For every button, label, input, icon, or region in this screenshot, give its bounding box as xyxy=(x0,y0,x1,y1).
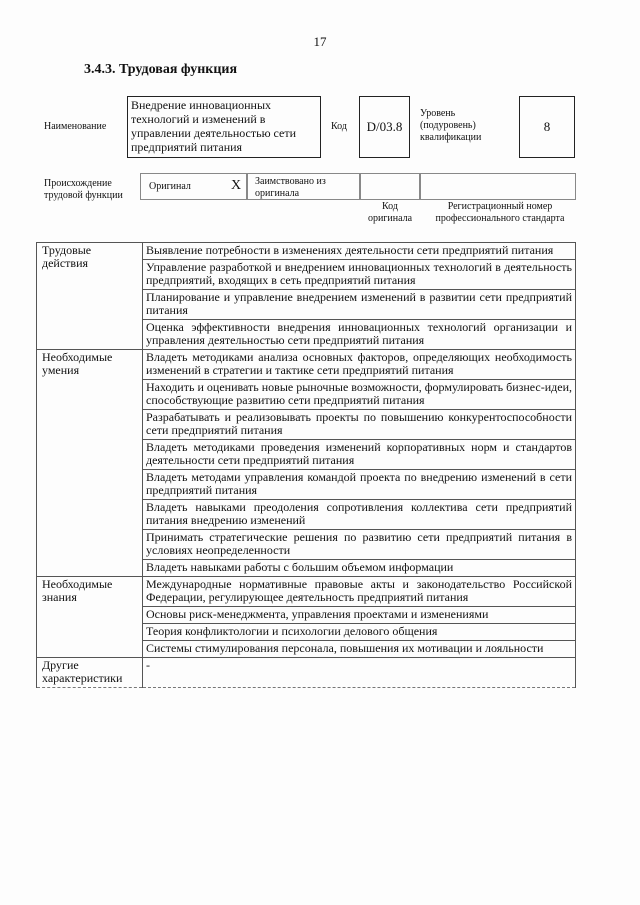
function-name-box: Внедрение инновационных технологий и изменений в управлении деятельностью сети предприятий питания xyxy=(127,96,321,158)
row-group-label: Необходимые знания xyxy=(37,577,143,658)
table-body xyxy=(37,243,576,688)
reg-number-caption: Регистрационный номер профессионального стандарта xyxy=(435,201,565,224)
reg-number-cell xyxy=(420,173,576,200)
row-item: Международные нормативные правовые акты и законодательство Российской Федерации, регулирующее деятельность предприятий питания xyxy=(143,577,576,607)
page-number: 17 xyxy=(313,34,327,49)
row-item: Владеть навыками работы с большим объемом информации xyxy=(143,560,576,577)
code-original-cell xyxy=(360,173,420,200)
row-item: Владеть методами управления командой проекта по внедрению изменений в сети предприятий питания xyxy=(143,470,576,500)
section-title: 3.4.3. Трудовая функция xyxy=(84,62,238,77)
function-details-table xyxy=(36,242,576,688)
row-item: Основы риск-менеджмента, управления проектами и изменениями xyxy=(143,607,576,624)
row-item: Планирование и управление внедрением изменений в развитии сети предприятий питания xyxy=(143,290,576,320)
row-item: Оценка эффективности внедрения инновационных технологий организации и управления деятельностью сети предприятий питания xyxy=(143,320,576,350)
original-label: Оригинал xyxy=(149,181,191,192)
origin-label: Происхождение трудовой функции xyxy=(44,178,123,201)
row-item: Владеть навыками преодоления сопротивления коллектива сети предприятий питания внедрению изменений xyxy=(143,500,576,530)
code-original-caption: Код оригинала xyxy=(367,201,413,224)
row-item: Теория конфликтологии и психологии делового общения xyxy=(143,624,576,641)
row-item: Системы стимулирования персонала, повышения их мотивации и лояльности xyxy=(143,641,576,658)
borrowed-label: Заимствовано из оригинала xyxy=(255,176,326,199)
row-item: Владеть методиками анализа основных факторов, определяющих необходимость изменений в стратегии и тактике сети предприятий питания xyxy=(143,350,576,380)
original-cell xyxy=(140,173,247,200)
code-label: Код xyxy=(331,121,347,132)
row-group-label: Другие характеристики xyxy=(37,658,143,688)
table-row xyxy=(37,243,576,260)
table-row xyxy=(37,658,576,688)
row-item: Владеть методиками проведения изменений корпоративных норм и стандартов деятельности сети предприятий питания xyxy=(143,440,576,470)
code-value-box: D/03.8 xyxy=(359,96,410,158)
row-item: Выявление потребности в изменениях деятельности сети предприятий питания xyxy=(143,243,576,260)
table-row xyxy=(37,577,576,607)
row-item: Разрабатывать и реализовывать проекты по повышению конкурентоспособности сети предприятий питания xyxy=(143,410,576,440)
row-item: - xyxy=(143,658,576,688)
borrowed-cell xyxy=(247,173,360,200)
row-group-label: Необходимые умения xyxy=(37,350,143,577)
row-item: Находить и оценивать новые рыночные возможности, формулировать бизнес-идеи, способствующие развитию сети предприятий питания xyxy=(143,380,576,410)
original-mark: X xyxy=(231,178,242,193)
name-label: Наименование xyxy=(44,121,107,132)
row-item: Принимать стратегические решения по развитию сети предприятий питания в условиях неопределенности xyxy=(143,530,576,560)
level-value-box: 8 xyxy=(519,96,575,158)
level-label: Уровень (подуровень) квалификации xyxy=(420,108,482,143)
row-item: Управление разработкой и внедрением инновационных технологий в деятельность предприятий, входящих в сеть предприятий питания xyxy=(143,260,576,290)
table-row xyxy=(37,350,576,380)
row-group-label: Трудовые действия xyxy=(37,243,143,350)
